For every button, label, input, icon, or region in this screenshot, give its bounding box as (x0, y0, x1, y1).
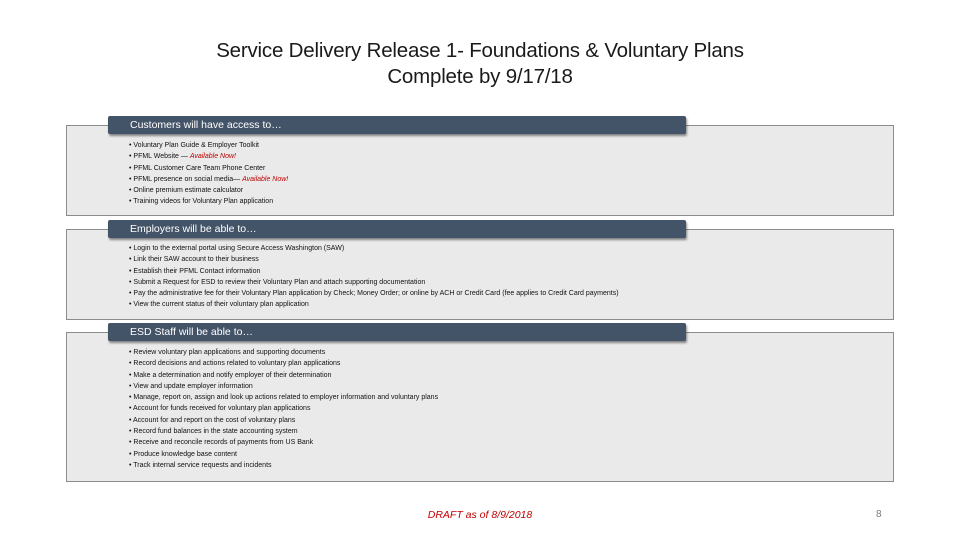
list-item: • View the current status of their voluntary plan application (129, 301, 309, 309)
list-item: • Establish their PFML Contact information (129, 267, 261, 275)
section-customers-header: Customers will have access to… (108, 116, 686, 134)
list-item: • Voluntary Plan Guide & Employer Toolkit (129, 142, 259, 149)
list-item: • Record decisions and actions related to voluntary plan applications (129, 360, 341, 368)
section-esd-staff-header: ESD Staff will be able to… (108, 323, 686, 341)
section-customers-items (129, 140, 288, 208)
list-item: • Receive and reconcile records of payments from US Bank (129, 439, 314, 447)
list-item: • Account for funds received for voluntary plan applications (129, 405, 311, 413)
draft-footer: DRAFT as of 8/9/2018 (427, 509, 533, 521)
list-item: • Pay the administrative fee for their Voluntary Plan application by Check; Money Order; or online by ACH or Credit Card (fee applies to Credit Card payments) (129, 290, 619, 298)
available-now-badge: Available Now! (189, 153, 236, 161)
list-item: • PFML Customer Care Team Phone Center (129, 164, 266, 172)
title-line-1: Service Delivery Release 1- Foundations & Voluntary Plans (216, 39, 744, 62)
title-line-2: Complete by 9/17/18 (387, 65, 573, 88)
list-item: • Record fund balances in the state accounting system (129, 428, 298, 436)
section-esd-staff-items (129, 347, 438, 471)
list-item: • Link their SAW account to their business (129, 256, 259, 264)
list-item: • PFML Website — Available Now! (129, 153, 236, 161)
list-item: • Online premium estimate calculator (129, 187, 244, 195)
list-item: • View and update employer information (129, 382, 253, 390)
page-number: 8 (876, 509, 882, 520)
slide-title (0, 38, 960, 90)
list-item: • Account for and report on the cost of voluntary plans (129, 416, 296, 424)
section-employers-header: Employers will be able to… (108, 220, 686, 238)
list-item: • Submit a Request for ESD to review their Voluntary Plan and attach supporting documentation (129, 278, 426, 286)
section-employers-items (129, 243, 619, 311)
list-item: • Training videos for Voluntary Plan application (129, 198, 274, 206)
list-item: • Track internal service requests and incidents (129, 461, 272, 469)
list-item: • Manage, report on, assign and look up actions related to employer information and voluntary plans (129, 394, 439, 402)
list-item: • Login to the external portal using Secure Access Washington (SAW) (129, 245, 345, 252)
available-now-badge: Available Now! (242, 175, 289, 183)
list-item: • PFML presence on social media— Available Now! (129, 175, 289, 183)
list-item: • Produce knowledge base content (129, 450, 237, 458)
list-item: • Review voluntary plan applications and supporting documents (129, 349, 326, 356)
list-item: • Make a determination and notify employer of their determination (129, 371, 332, 379)
